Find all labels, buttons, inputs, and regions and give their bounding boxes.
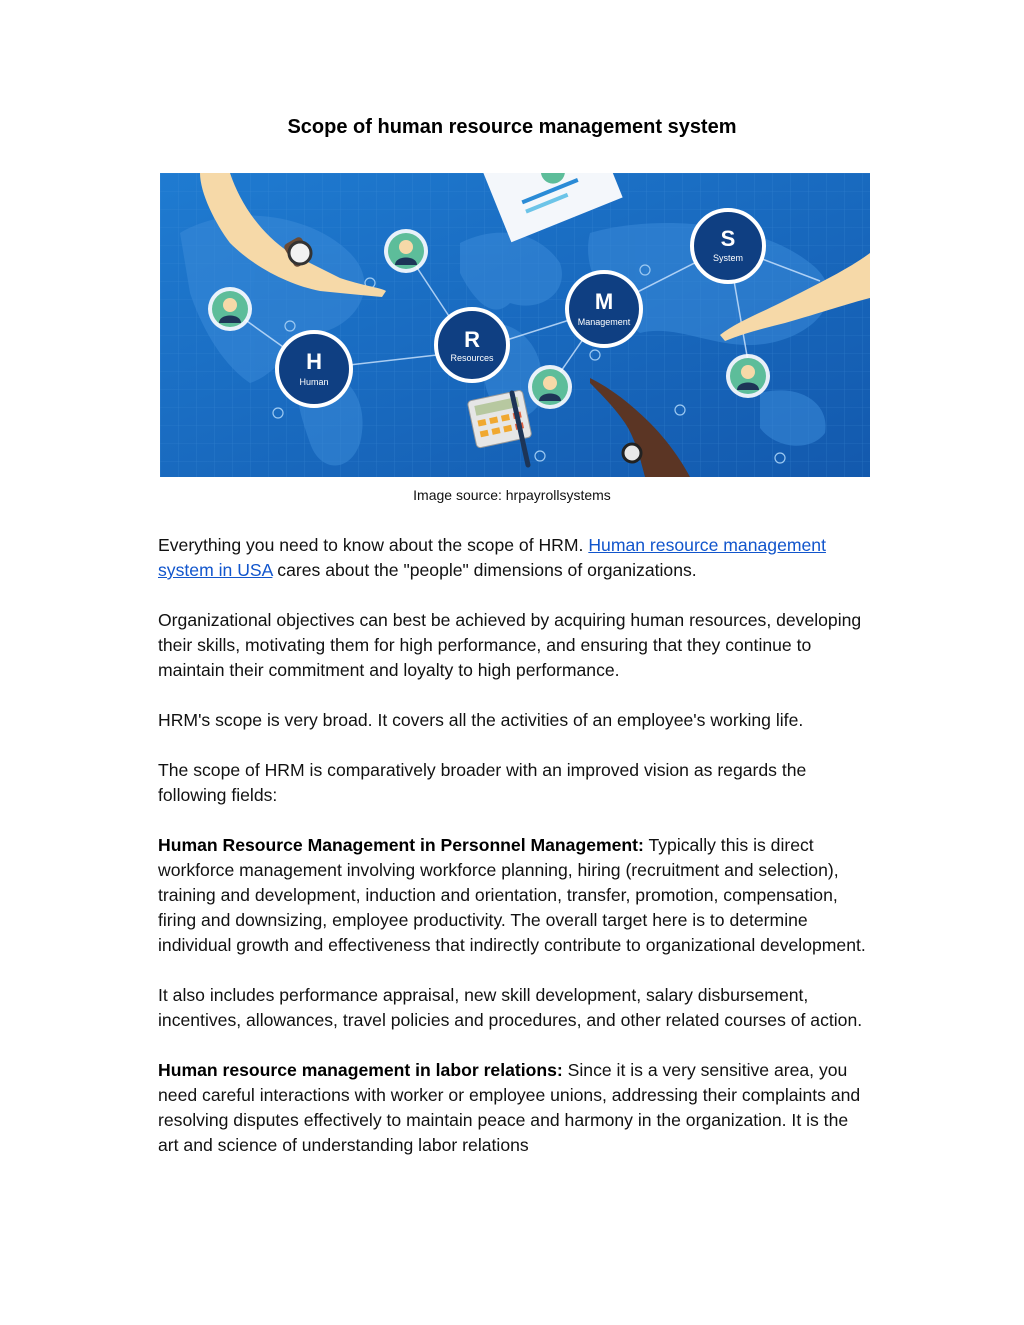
personnel-management-text: Typically this is direct workforce management involving workforce planning, hiring (recruitment and selection), training and development, induction and orientation, transfer, promotion, compensation, firing and downsizing, employee productivity. The overall target here is to determine individual growth and effectiveness that indirectly contribute to organizational development. <box>158 835 866 955</box>
personnel-management-heading: Human Resource Management in Personnel Management: <box>158 835 644 855</box>
node-management <box>567 272 641 346</box>
labor-relations-text: Since it is a very sensitive area, you need careful interactions with worker or employee unions, addressing their complaints and resolving disputes effectively to maintain peace and harmony in the organization. It is the art and science of understanding labor relations <box>158 1060 861 1155</box>
node-resources <box>436 309 508 381</box>
node-system <box>692 210 764 282</box>
paragraph-following-fields: The scope of HRM is comparatively broader with an improved vision as regards the following fields: <box>158 760 807 805</box>
node-resources-letter: R <box>464 327 480 352</box>
node-system-letter: S <box>720 226 736 251</box>
node-human-label: Human <box>299 377 329 387</box>
paragraph-objectives: Organizational objectives can best be achieved by acquiring human resources, developing their skills, motivating them for high performance, and ensuring that they continue to maintain their commitment and loyalty to high performance. <box>158 610 862 680</box>
paragraph-appraisal: It also includes performance appraisal, new skill development, salary disbursement, incentives, allowances, travel policies and procedures, and other related courses of action. <box>158 985 863 1030</box>
node-resources-label: Resources <box>450 353 494 363</box>
node-human-letter: H <box>306 349 322 374</box>
node-system-label: System <box>712 253 744 263</box>
intro-text-after: cares about the "people" dimensions of organizations. <box>272 560 697 580</box>
hrms-usa-link[interactable]: Human resource management system in USA <box>158 535 826 580</box>
page-title: Scope of human resource management system <box>287 116 737 138</box>
paragraph-personnel-management <box>158 833 868 958</box>
intro-text-before: Everything you need to know about the scope of HRM. <box>158 535 589 555</box>
node-management-letter: M <box>594 289 614 314</box>
node-human <box>277 332 351 406</box>
image-caption: Image source: hrpayrollsystems <box>413 487 611 503</box>
paragraph-labor-relations <box>158 1058 868 1158</box>
article-body <box>158 533 868 1183</box>
labor-relations-heading: Human resource management in labor relations: <box>158 1060 563 1080</box>
paragraph-intro <box>158 533 868 583</box>
node-management-label: Management <box>577 317 631 327</box>
paragraph-scope-broad: HRM's scope is very broad. It covers all the activities of an employee's working life. <box>158 710 804 730</box>
hrm-illustration <box>160 173 870 477</box>
